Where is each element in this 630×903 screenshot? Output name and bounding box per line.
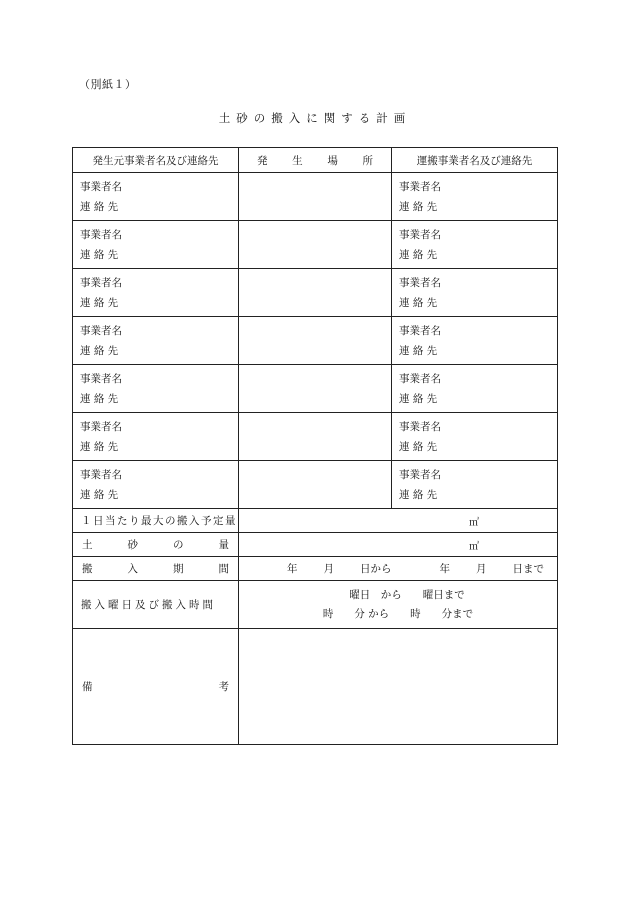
header-row [73,148,558,173]
label-char: 量 [218,539,229,551]
company-row [73,221,558,269]
contact-label: 連 絡 先 [399,248,438,261]
carrier-cell[interactable] [392,461,558,509]
company-row [73,269,558,317]
origin-cell[interactable] [73,365,239,413]
company-name-label: 事業者名 [399,372,441,385]
header-place-char: 所 [362,154,373,167]
carrier-cell[interactable] [392,221,558,269]
cubic-meter-unit: ㎥ [469,517,479,528]
company-name-label: 事業者名 [80,228,122,241]
label-char: の [173,539,184,551]
label-char: 考 [218,681,229,693]
period-part: 月 [323,563,334,575]
place-cell[interactable] [239,221,392,269]
place-cell[interactable] [239,413,392,461]
contact-label: 連 絡 先 [80,200,119,213]
origin-cell[interactable] [73,221,239,269]
header-place-char: 生 [292,154,303,167]
attachment-label: （別紙１） [79,78,137,91]
company-name-label: 事業者名 [80,372,122,385]
origin-cell[interactable] [73,173,239,221]
company-name-label: 事業者名 [80,276,122,289]
period-part: 日から [360,563,392,575]
period-part: 年 [439,563,450,575]
label-char: 土 [82,539,93,551]
carrier-cell[interactable] [392,413,558,461]
contact-label: 連 絡 先 [399,296,438,309]
soil-amount-value[interactable] [239,533,558,557]
carrier-cell[interactable] [392,173,558,221]
schedule-row [73,581,558,629]
contact-label: 連 絡 先 [80,248,119,261]
max-daily-value[interactable] [239,509,558,533]
contact-label: 連 絡 先 [80,440,119,453]
contact-label: 連 絡 先 [399,392,438,405]
label-char: 備 [82,681,93,693]
company-name-label: 事業者名 [399,180,441,193]
period-part: 年 [287,563,298,575]
remarks-label [73,629,239,745]
company-name-label: 事業者名 [399,276,441,289]
place-cell[interactable] [239,173,392,221]
company-row [73,317,558,365]
contact-label: 連 絡 先 [80,344,119,357]
header-carrier: 運搬事業者名及び連絡先 [392,148,558,173]
company-name-label: 事業者名 [80,180,122,193]
company-name-label: 事業者名 [80,420,122,433]
origin-cell[interactable] [73,269,239,317]
remarks-row [73,629,558,745]
company-name-label: 事業者名 [399,420,441,433]
carrier-cell[interactable] [392,317,558,365]
header-place-char: 場 [327,154,338,167]
cubic-meter-unit: ㎥ [469,541,479,552]
label-char: 砂 [127,539,138,551]
company-row [73,173,558,221]
period-row [73,557,558,581]
contact-label: 連 絡 先 [80,392,119,405]
header-origin: 発生元事業者名及び連絡先 [73,148,239,173]
label-char: 間 [218,563,229,575]
header-place-char: 発 [257,154,268,167]
carrier-cell[interactable] [392,365,558,413]
contact-label: 連 絡 先 [399,440,438,453]
company-name-label: 事業者名 [80,324,122,337]
origin-cell[interactable] [73,413,239,461]
soil-amount-row [73,533,558,557]
origin-cell[interactable] [73,461,239,509]
company-name-label: 事業者名 [399,468,441,481]
schedule-times: 時 分 から 時 分まで [322,607,474,620]
period-label [73,557,239,581]
company-row [73,461,558,509]
remarks-value[interactable] [239,629,558,745]
document-title: 土砂の搬入に関する計画 [218,111,412,125]
label-char: 搬 [82,563,93,575]
company-row [73,413,558,461]
place-cell[interactable] [239,317,392,365]
company-row [73,365,558,413]
label-char: 入 [127,563,138,575]
place-cell[interactable] [239,461,392,509]
carrier-cell[interactable] [392,269,558,317]
max-daily-label: １日当たり最大の搬入予定量 [73,509,239,533]
period-part: 日まで [512,563,544,575]
label-char: 期 [173,563,184,575]
period-part: 月 [476,563,487,575]
period-value[interactable] [239,557,558,581]
schedule-days: 曜日 から 曜日まで [349,588,465,601]
company-name-label: 事業者名 [399,324,441,337]
schedule-label: 搬入曜日及び搬入時間 [73,581,239,629]
schedule-value[interactable] [239,581,558,629]
contact-label: 連 絡 先 [399,344,438,357]
contact-label: 連 絡 先 [399,488,438,501]
max-daily-row [73,509,558,533]
company-name-label: 事業者名 [399,228,441,241]
contact-label: 連 絡 先 [80,296,119,309]
contact-label: 連 絡 先 [399,200,438,213]
soil-amount-label [73,533,239,557]
contact-label: 連 絡 先 [80,488,119,501]
company-name-label: 事業者名 [80,468,122,481]
header-place [239,148,392,173]
transport-plan-table [72,147,558,745]
place-cell[interactable] [239,365,392,413]
origin-cell[interactable] [73,317,239,365]
place-cell[interactable] [239,269,392,317]
